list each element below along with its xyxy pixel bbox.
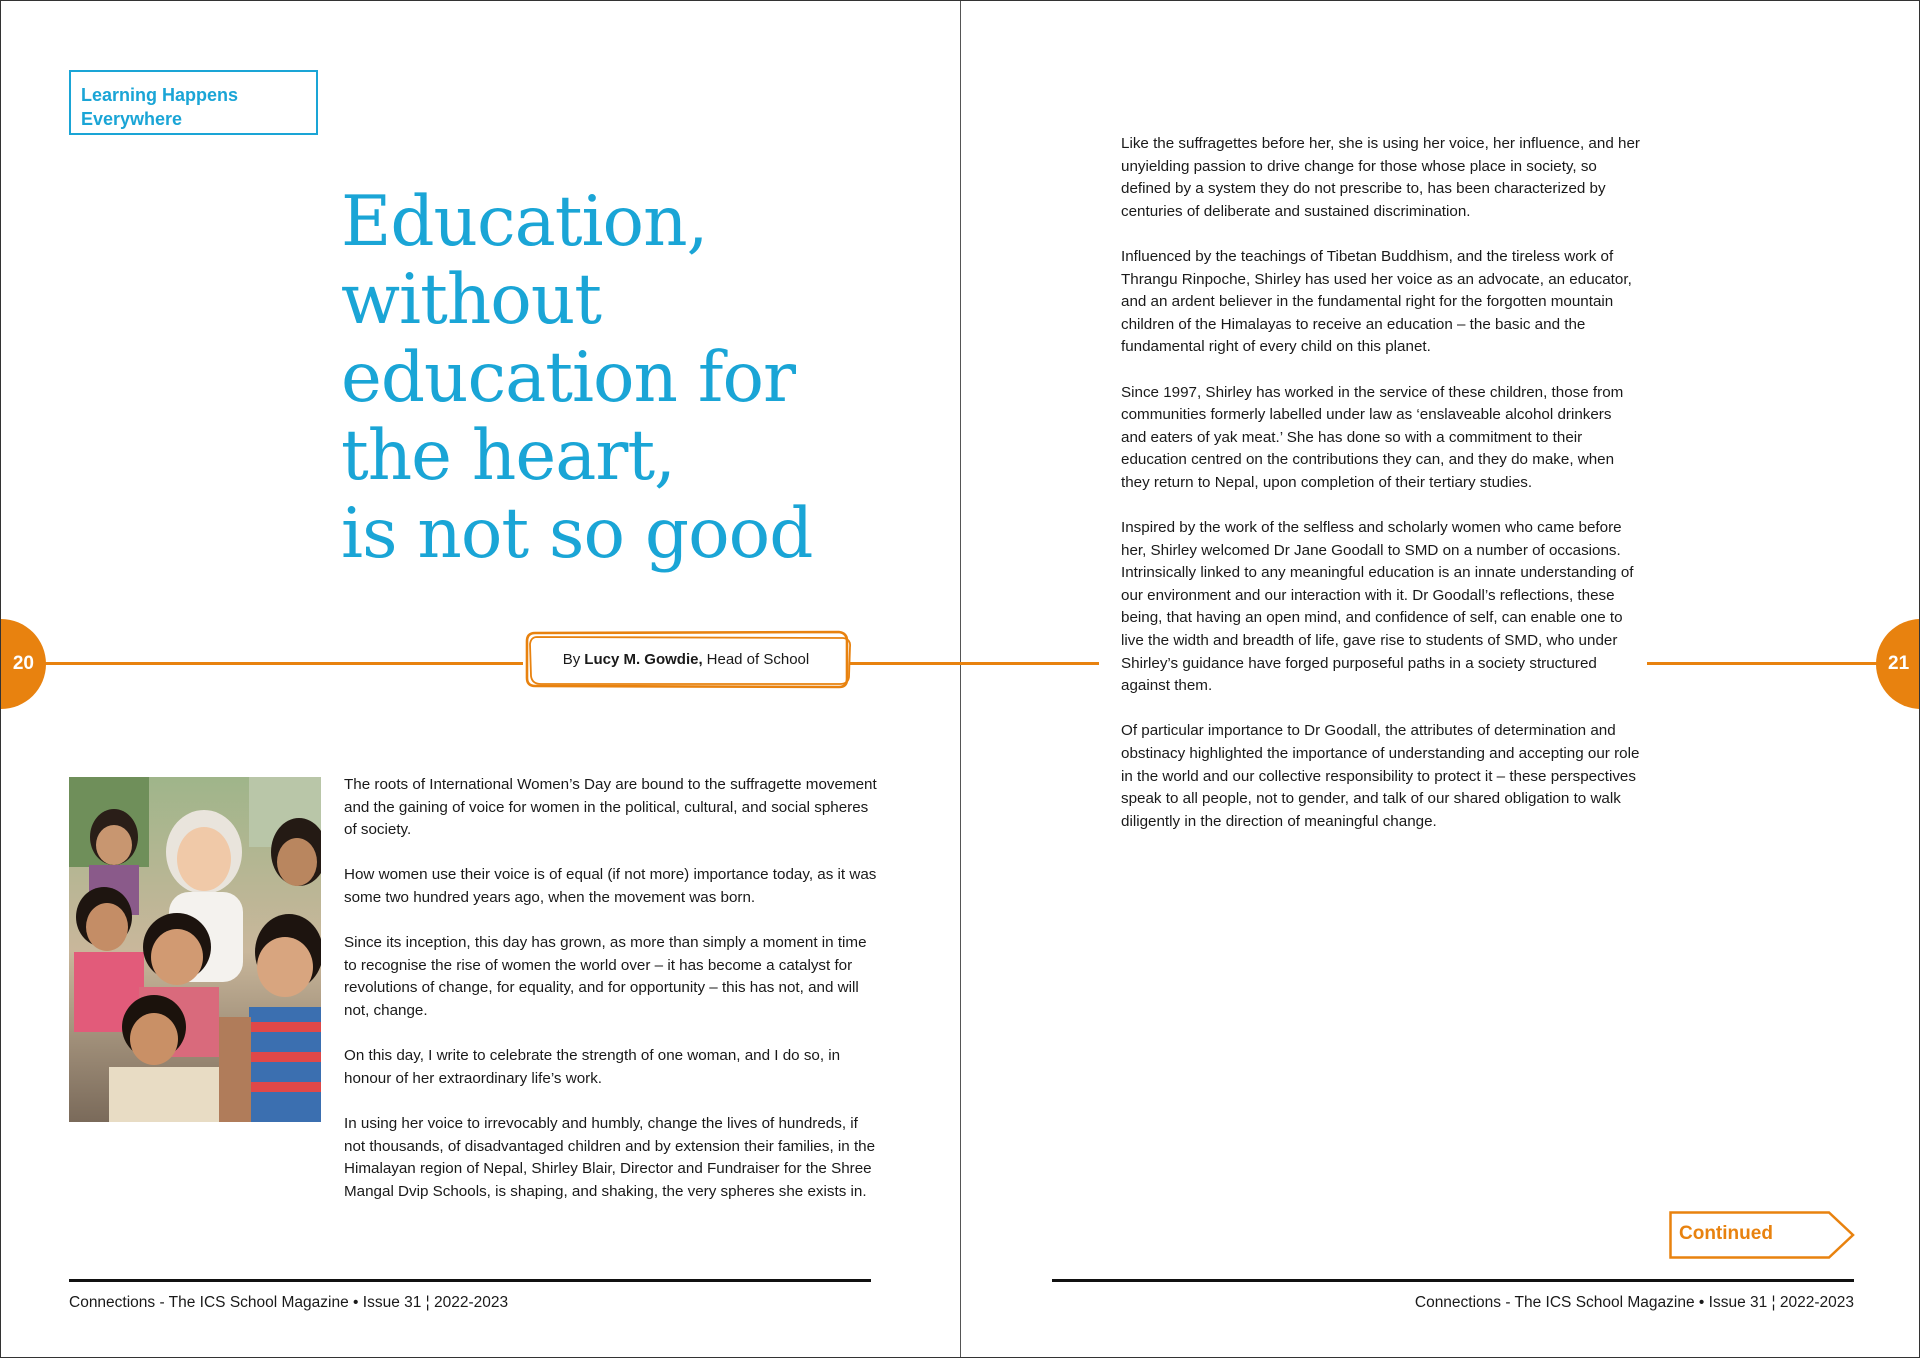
byline-role: Head of School <box>706 650 810 668</box>
orange-rule-right <box>1647 662 1877 665</box>
paragraph: Since its inception, this day has grown, as more than simply a moment in time to recognise the rise of women the world over – it has become a catalyst for revolutions of change, for equality, and for opportunity – this has not, and will not, change. <box>344 934 867 1019</box>
article-column-right <box>1121 133 1641 856</box>
orange-rule-center <box>849 662 1099 665</box>
continued-label: Continued <box>1679 1223 1773 1244</box>
headline-line: is not so good <box>341 494 813 574</box>
orange-rule-left <box>1 662 523 665</box>
children-with-woman-photo <box>69 777 321 1122</box>
paragraph: On this day, I write to celebrate the strength of one woman, and I do so, in honour of her extraordinary life’s work. <box>344 1047 841 1087</box>
continued-button[interactable] <box>1669 1211 1855 1259</box>
page-number-left <box>0 619 46 709</box>
page-number-right-text: 21 <box>1888 653 1910 674</box>
headline-line: Education, <box>341 182 708 262</box>
paragraph: Of particular importance to Dr Goodall, the attributes of determination and obstinacy highlighted the importance of understanding and accepting our role in the world and our collective responsibility to protect it – these perspectives speak to all people, not to gender, and talk of our shared obligation to walk diligently in the direction of meaningful change. <box>1121 722 1640 830</box>
headline-line: education for <box>341 338 795 418</box>
page-number-left-text: 20 <box>12 653 34 674</box>
footer-rule-right <box>1052 1279 1854 1282</box>
byline-text <box>521 627 851 691</box>
footer-left: Connections - The ICS School Magazine • Issue 31 ¦ 2022-2023 <box>69 1294 509 1311</box>
paragraph: In using her voice to irrevocably and humbly, change the lives of hundreds, if not thousands, of disadvantaged children and by extension their families, in the Himalayan region of Nepal, Shirley Blair, Director and Fundraiser for the Shree Mangal Dvip Schools, is shaping, and shaking, the very spheres she exists in. <box>344 1114 876 1200</box>
headline-line: the heart, <box>341 416 675 496</box>
section-tag-line2: Everywhere <box>81 109 183 129</box>
paragraph: How women use their voice is of equal (if not more) importance today, as it was some two hundred years ago, when the movement was born. <box>344 866 877 906</box>
paragraph: Like the suffragettes before her, she is using her voice, her influence, and her unyielding passion to drive change for those whose place in society, so defined by a system they do not prescribe to, has been characterized by centuries of deliberate and sustained discrimination. <box>1121 135 1640 220</box>
photo-illustration <box>69 777 321 1122</box>
headline-line: without <box>341 260 602 340</box>
section-tag-line1: Learning Happens <box>81 85 239 105</box>
footer-rule-left <box>69 1279 871 1282</box>
paragraph: Since 1997, Shirley has worked in the service of these children, those from communities formerly labelled under law as ‘enslaveable alcohol drinkers and eaters of yak meat.’ She has done so with a commitment to their education centred on the contributions they can, and they do make, when they return to Nepal, upon completion of their tertiary studies. <box>1121 383 1624 491</box>
paragraph: Influenced by the teachings of Tibetan Buddhism, and the tireless work of Thrangu Rinpoche, Shirley has used her voice as an advocate, an educator, and an ardent believer in the fundamental right for the forgotten mountain children of the Himalayas to receive an education – the basic and the fundamental right of every child on this planet. <box>1121 247 1632 356</box>
paragraph: The roots of International Women’s Day are bound to the suffragette movement and the gaining of voice for women in the political, cultural, and social spheres of society. <box>344 776 877 839</box>
article-column-left <box>344 774 879 1226</box>
byline-prefix: By <box>562 650 581 668</box>
page-number-right <box>1876 619 1920 709</box>
article-headline <box>341 183 901 573</box>
paragraph: Inspired by the work of the selfless and scholarly women who came before her, Shirley welcomed Dr Jane Goodall to SMD on a number of occasions. Intrinsically linked to any meaningful education is an innate understanding of our environment and our interaction with it. Dr Goodall’s reflections, these being, that having an open mind, and confidence of self, can enable one to live the width and breadth of life, gave rise to students of SMD, who under Shirley’s guidance have forged purposeful paths in a society structured against them. <box>1121 519 1634 695</box>
footer-right: Connections - The ICS School Magazine • Issue 31 ¦ 2022-2023 <box>1414 1294 1854 1311</box>
byline-box <box>521 627 851 691</box>
byline-author: Lucy M. Gowdie, <box>584 650 703 668</box>
page-spine <box>960 1 961 1357</box>
section-tag <box>69 70 318 135</box>
